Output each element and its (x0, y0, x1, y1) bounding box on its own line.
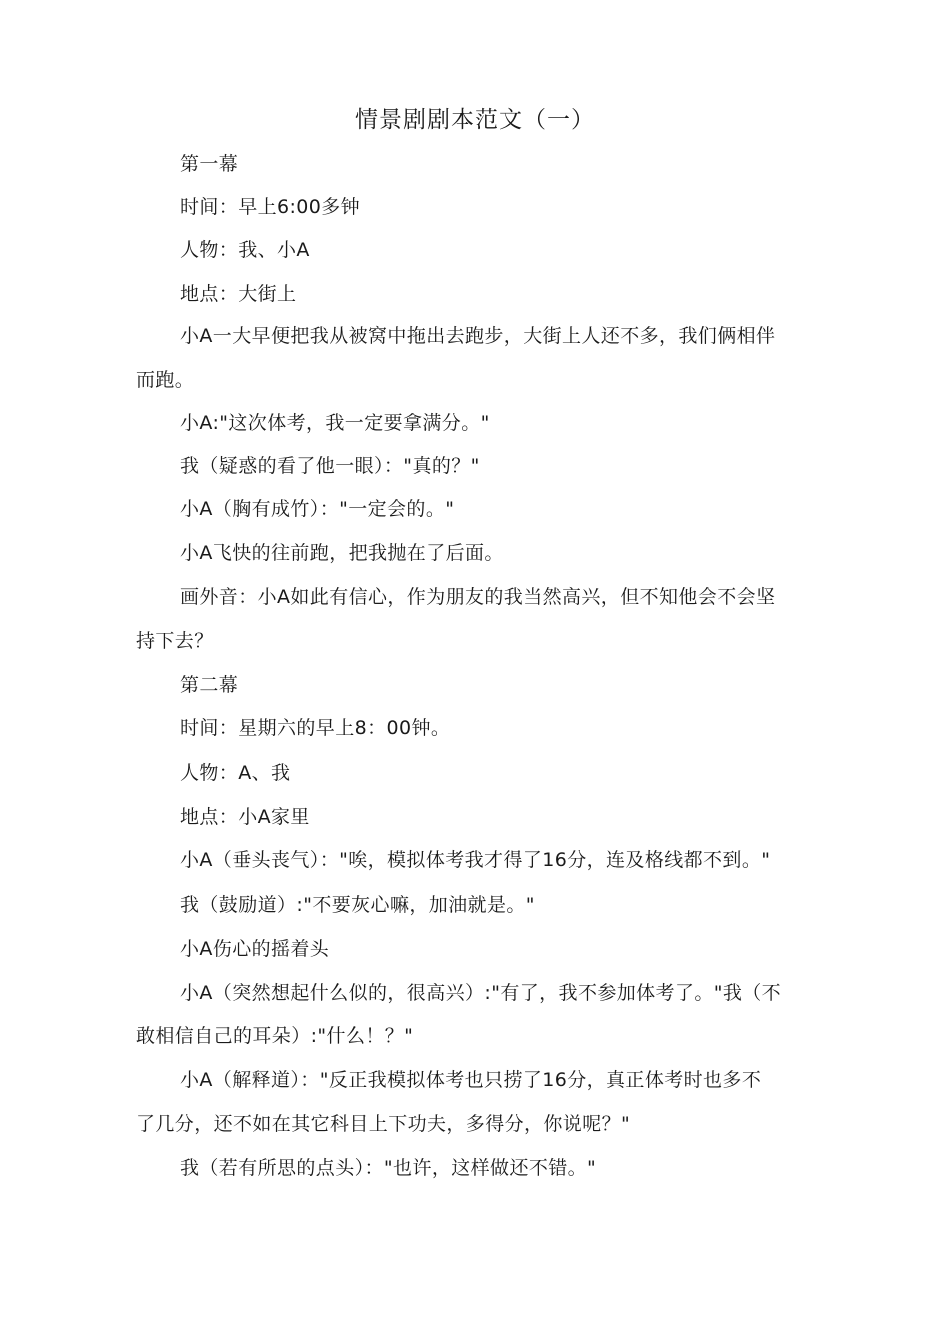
text-line: 小A（解释道）："反正我模拟体考也只捞了16分，真正体考时也多不 (180, 1069, 762, 1091)
text-line: 人物：我、小A (180, 239, 310, 261)
text-line: 人物：A、我 (180, 762, 291, 784)
text-line: 而跑。 (136, 369, 195, 391)
document-title: 情景剧剧本范文（一） (355, 107, 595, 133)
text-line: 时间：早上6:00多钟 (180, 196, 361, 218)
text-line: 小A伤心的摇着头 (180, 938, 330, 960)
text-line: 地点：大街上 (180, 283, 297, 305)
text-line: 小A一大早便把我从被窝中拖出去跑步，大街上人还不多，我们俩相伴 (180, 325, 776, 347)
text-line: 我（若有所思的点头）："也许，这样做还不错。" (180, 1157, 597, 1179)
text-line: 小A（垂头丧气）："唉，模拟体考我才得了16分，连及格线都不到。" (180, 849, 771, 871)
act-heading: 第二幕 (180, 674, 239, 696)
text-line: 我（疑惑的看了他一眼）："真的？" (180, 455, 480, 477)
text-line: 小A（胸有成竹）："一定会的。" (180, 498, 455, 520)
text-line: 持下去？ (136, 630, 214, 652)
text-line: 小A:"这次体考，我一定要拿满分。" (180, 412, 490, 434)
text-line: 敢相信自己的耳朵）:"什么！？" (136, 1025, 414, 1047)
act-heading: 第一幕 (180, 153, 239, 175)
text-line: 我（鼓励道）:"不要灰心嘛，加油就是。" (180, 894, 535, 916)
text-line: 地点：小A家里 (180, 806, 310, 828)
text-line: 画外音：小A如此有信心，作为朋友的我当然高兴，但不知他会不会坚 (180, 586, 776, 608)
text-line: 了几分，还不如在其它科目上下功夫，多得分，你说呢？" (136, 1113, 631, 1135)
text-line: 时间：星期六的早上8：00钟。 (180, 717, 451, 739)
text-line: 小A飞快的往前跑，把我抛在了后面。 (180, 542, 504, 564)
text-line: 小A（突然想起什么似的，很高兴）:"有了，我不参加体考了。"我（不 (180, 982, 782, 1004)
